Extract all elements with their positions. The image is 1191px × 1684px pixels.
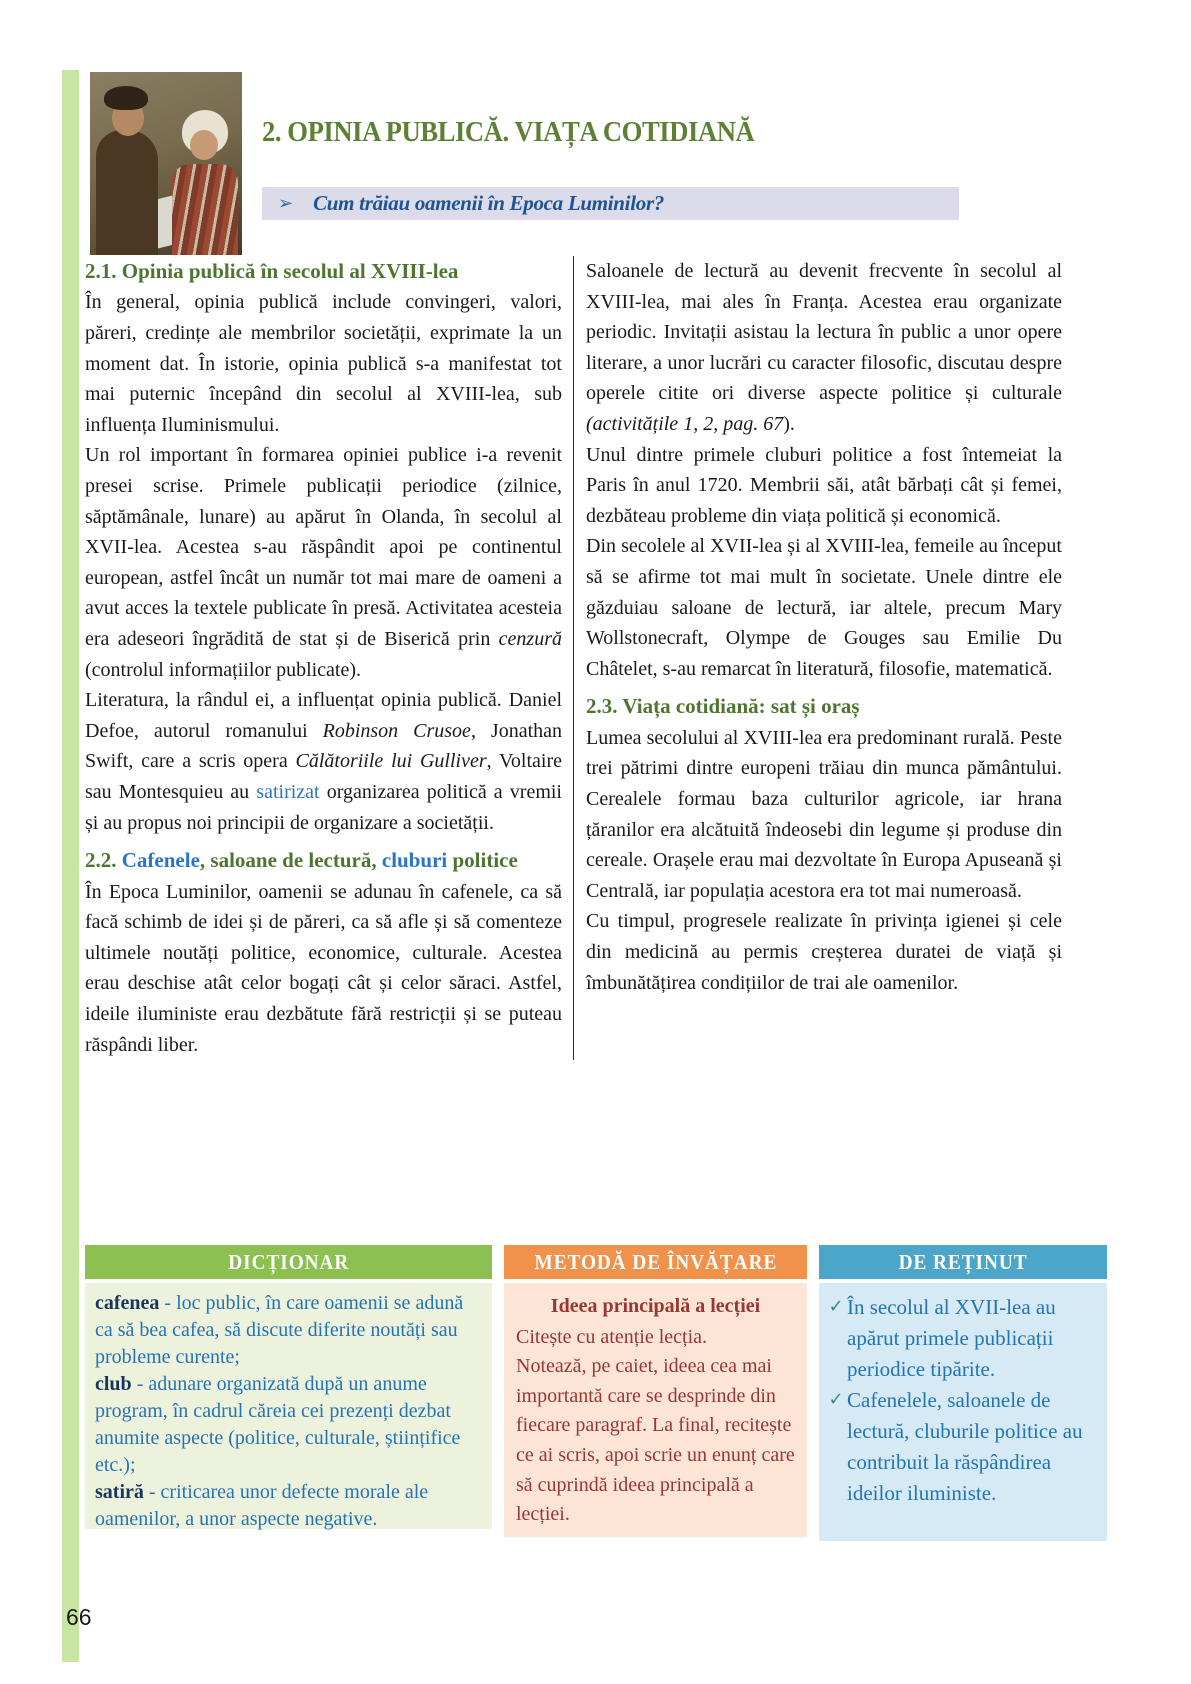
painting-woman-face <box>190 130 218 160</box>
page-title: 2. OPINIA PUBLICĂ. VIAȚA COTIDIANĂ <box>262 116 755 148</box>
learning-method-box <box>504 1245 807 1537</box>
bottom-boxes <box>85 1245 1107 1541</box>
activity-reference: (activitățile 1, 2, pag. 67 <box>586 412 784 435</box>
method-subtitle: Ideea principală a lecției <box>550 1295 761 1317</box>
dictionary-definition: - loc public, în care oamenii se adună ca să bea cafea, să discute diferite noutăți sau probleme curente; <box>95 1292 464 1368</box>
paragraph: Un rol important în formarea opiniei publice i-a revenit presei scrise. Primele publicații periodice (zilnice, săptămânale, lunare) au apărut în Olanda, în secolul al XVII-lea. Acestea s-au răspândit apoi pe continentul european, astfel încât un număr tot mai mare de oameni a avut acces la textele publicate în presă. Activitatea acesteia era adeseori îngrădită de stat și de Biserică prin cenzură (controlul informațiilor publicate). <box>85 444 562 681</box>
dictionary-term-reference: satirizat <box>256 780 320 803</box>
dictionary-definition: - adunare organizată după un anume program, în cadrul căreia cei prezenți dezbat anumite aspecte (politice, culturale, științifice etc.); <box>95 1373 461 1476</box>
lesson-body <box>85 256 1063 1060</box>
dictionary-entry <box>95 1479 482 1533</box>
section-heading-2-2: 2.2. Cafenele, saloane de lectură, cluburi politice <box>85 848 518 873</box>
section-heading-2-1: 2.1. Opinia publică în secolul al XVIII-lea <box>85 259 459 283</box>
checkmark-icon: ✓ <box>828 1296 844 1317</box>
painting-man-figure <box>96 130 158 255</box>
key-points-title-bar: DE REȚINUT <box>819 1245 1107 1279</box>
paragraph: Literatura, la rândul ei, a influențat opinia publică. Daniel Defoe, autorul romanului Robinson Crusoe, Jonathan Swift, care a scris opera Călătoriile lui Gulliver, Voltaire sau Montesquieu au satirizat organizarea politică a vremii și au propus noi principii de organizare a societății. <box>85 689 562 834</box>
painting-man-hat <box>104 86 148 110</box>
emphasized-term: cenzură <box>498 627 562 650</box>
key-point-item: ✓ Cafenelele, saloanele de lectură, cluburile politice au contribuit la răspândirea ideilor iluministe. <box>825 1385 1099 1509</box>
paragraph: Saloanele de lectură au devenit frecvente în secolul al XVIII-lea, mai ales în Franța. Acestea erau organizate periodic. Invitații asistau la lectura în public a unor opere literare, a unor lucrări cu caracter filosofic, discutau despre operele citite ori diverse aspecte politice și culturale (activitățile 1, 2, pag. 67). <box>586 260 1062 435</box>
arrow-bullet-icon: ➢ <box>278 193 294 214</box>
page-number: 66 <box>66 1604 92 1630</box>
left-column <box>85 256 573 1060</box>
book-title: Robinson Crusoe <box>322 719 471 742</box>
lesson-image <box>90 72 242 255</box>
key-point-item: ✓ În secolul al XVII-lea au apărut primele publicații periodice tipărite. <box>825 1292 1099 1385</box>
paragraph: În general, opinia publică include convingeri, valori, păreri, credințe ale membrilor societății, exprimate la un moment dat. În istorie, opinia publică s-a manifestat tot mai puternic începând din secolul al XVIII-lea, sub influența Iluminismului. <box>85 291 562 436</box>
dictionary-box <box>85 1245 492 1529</box>
learning-method-title-bar: METODĂ DE ÎNVĂȚARE <box>504 1245 807 1279</box>
dictionary-term: club <box>95 1373 132 1395</box>
green-accent-bar <box>62 70 79 1662</box>
dictionary-term: cafenea <box>95 1292 160 1314</box>
paragraph: Unul dintre primele cluburi politice a fost întemeiat la Paris în anul 1720. Membrii săi, atât bărbați cât și femei, dezbăteau probleme din viața politică și economică. <box>586 443 1062 527</box>
dictionary-definition: - criticarea unor defecte morale ale oamenilor, a unor aspecte negative. <box>95 1481 429 1530</box>
painting-woman-figure <box>172 164 238 255</box>
lesson-question: Cum trăiau oamenii în Epoca Luminilor? <box>313 191 665 215</box>
paragraph: Lumea secolului al XVIII-lea era predominant rurală. Peste trei pătrimi dintre europeni trăiau din munca pământului. Cerealele formau baza culturilor agricole, iar hrana țăranilor era alcătuită îndeosebi din legume și produse din cereale. Orașele erau mai dezvoltate în Europa Apuseană și Centrală, iar populația acestora era tot mai numeroasă. <box>586 726 1062 902</box>
dictionary-term: satiră <box>95 1481 144 1503</box>
question-bar <box>262 187 959 220</box>
method-instruction: Notează, pe caiet, ideea cea mai importantă care se desprinde din fiecare paragraf. La final, recitește ce ai scris, apoi scrie un enunț care să cuprindă ideea principală a lecției. <box>516 1355 795 1526</box>
dictionary-content <box>85 1283 492 1529</box>
key-points-content <box>819 1283 1107 1541</box>
key-points-box <box>819 1245 1107 1541</box>
checkmark-icon: ✓ <box>828 1389 844 1411</box>
paragraph: Cu timpul, progresele realizate în privința igienei și cele din medicină au permis creșterea duratei de viață și îmbunătățirea condițiilor de trai ale oamenilor. <box>586 910 1062 994</box>
right-column <box>574 256 1062 1060</box>
paragraph: În Epoca Luminilor, oamenii se adunau în cafenele, ca să facă schimb de idei și de păreri, ca să afle și să comenteze ultimele noutăți politice, economice, culturale. Acestea erau deschise atât celor bogați cât și celor săraci. Astfel, ideile iluministe erau dezbătute fără restricții și se puteau răspândi liber. <box>85 880 562 1056</box>
book-title: Călătoriile lui Gulliver <box>295 750 487 773</box>
method-instruction: Citește cu atenție lecția. <box>516 1325 708 1348</box>
dictionary-entry <box>95 1371 482 1479</box>
section-heading-2-3: 2.3. Viața cotidiană: sat și oraș <box>586 694 860 719</box>
paragraph: Din secolele al XVII-lea și al XVIII-lea, femeile au început să se afirme tot mai mult în societate. Unele dintre ele găzduiau saloane de lectură, iar altele, precum Mary Wollstonecraft, Olympe de Gouges sau Emilie Du Châtelet, s-au remarcat în literatură, filosofie, matematică. <box>586 535 1062 680</box>
dictionary-title-bar: DICȚIONAR <box>85 1245 492 1279</box>
learning-method-content <box>504 1283 807 1537</box>
dictionary-entry <box>95 1290 482 1371</box>
